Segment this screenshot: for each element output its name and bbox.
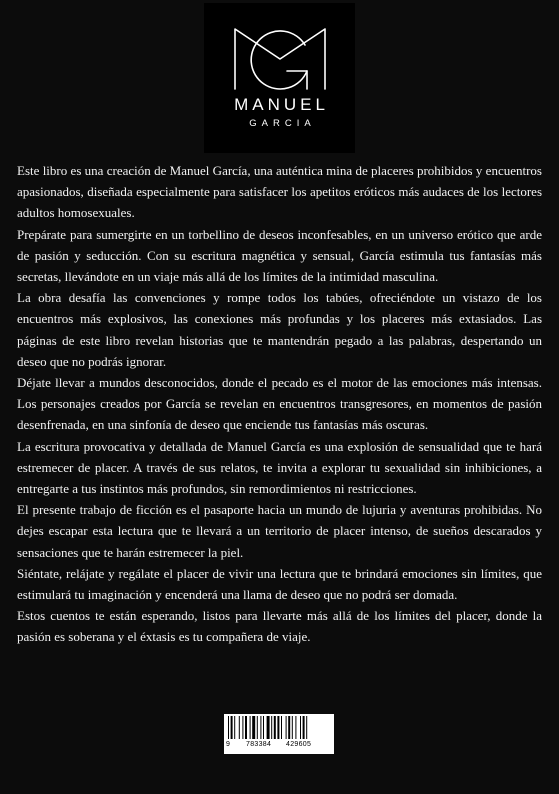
paragraph: La obra desafía las convenciones y rompe todos los tabúes, ofreciéndote un vistazo de los encuentros más explosivos, las conexiones más profundas y los placeres más extasiados. Las páginas de este libro revelan historias que te mantendrán pegado a las palabras, despertando un deseo que no podrás ignorar. [17, 290, 542, 369]
paragraph: Prepárate para sumergirte en un torbellino de deseos inconfesables, en un universo erótico que arde de pasión y seducción. Con su escritura magnética y sensual, García estimula tus fantasías más secretas, llevándote en un viaje más allá de los límites de la intimidad masculina. [17, 226, 542, 285]
paragraph: Siéntate, relájate y regálate el placer de vivir una lectura que te brindará emociones sin límites, que estimulará tu imaginación y encenderá una llama de deseo que no podrá ser domada. [17, 565, 542, 603]
barcode-left-group: 783384 [246, 741, 272, 748]
paragraph: El presente trabajo de ficción es el pasaporte hacia un mundo de lujuria y aventuras prohibidas. No dejes escapar esta lectura que te llevará a un territorio de placer intenso, de sueños descarados y sensaciones que te harán estremecer la piel. [17, 502, 542, 560]
isbn-barcode [224, 714, 334, 754]
back-cover-text [17, 160, 542, 648]
paragraph: Déjate llevar a mundos desconocidos, donde el pecado es el motor de las emociones más intensas. Los personajes creados por García se revelan en encuentros transgresores, en momentos de pasión desenfrenada, en una sinfonía de deseo que enciende tus fantasías más oscuras. [17, 375, 542, 433]
paragraph: La escritura provocativa y detallada de Manuel García es una explosión de sensualidad que te hará estremecer de placer. A través de sus relatos, te invita a explorar tu sexualidad sin inhibiciones, a entregarte a tus instintos más profundos, sin remordimientos ni restricciones. [17, 438, 542, 497]
barcode-right-group: 429605 [286, 741, 312, 748]
author-last-name: GARCIA [249, 118, 316, 129]
author-first-name: MANUEL [234, 95, 329, 114]
author-logo [204, 3, 355, 153]
paragraph: Estos cuentos te están esperando, listos para llevarte más allá de los límites del placer, donde la pasión es soberana y el éxtasis es tu compañera de viaje. [17, 608, 542, 645]
mg-monogram-icon [231, 23, 329, 93]
paragraph: Este libro es una creación de Manuel García, una auténtica mina de placeres prohibidos y encuentros apasionados, diseñada especialmente para satisfacer los apetitos eróticos más audaces de los lectores adultos homosexuales. [17, 163, 542, 221]
barcode-first-digit: 9 [226, 741, 231, 748]
barcode-bars-icon [227, 716, 331, 741]
